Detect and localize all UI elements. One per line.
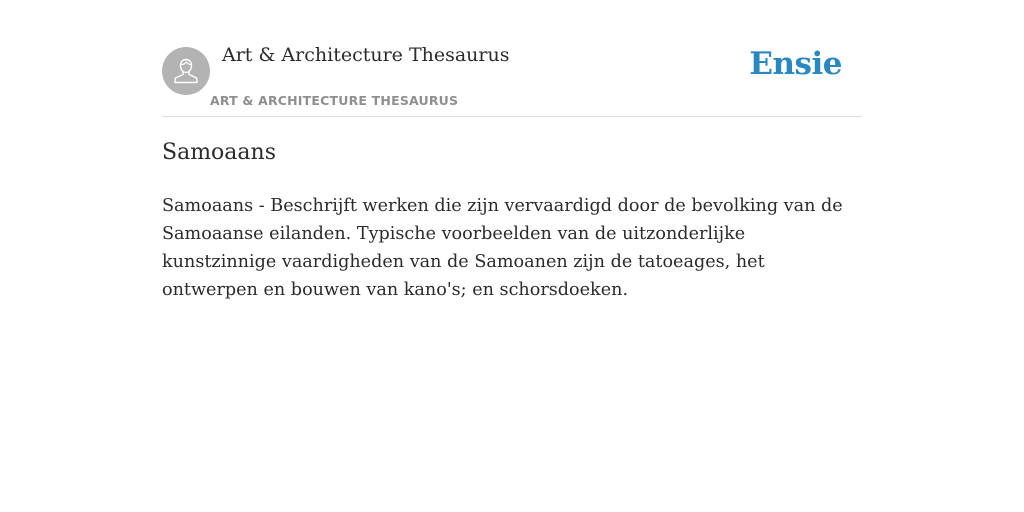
avatar[interactable] [162,47,210,95]
source-label: ART & ARCHITECTURE THESAURUS [210,93,459,108]
author-name[interactable]: Art & Architecture Thesaurus [222,44,510,66]
user-icon [171,56,201,86]
header [162,0,862,117]
definition-text: Samoaans - Beschrijft werken die zijn vervaardigd door de bevolking van de Samoaanse eilanden. Typische voorbeelden van de uitzonderlijke kunstzinnige vaardigheden van de Samoanen zijn de tatoeages, het ontwerpen en bouwen van kano's; en schorsdoeken. [162,196,843,300]
ensie-logo[interactable]: Ensie [749,46,842,82]
page-title: Samoaans [162,140,276,165]
